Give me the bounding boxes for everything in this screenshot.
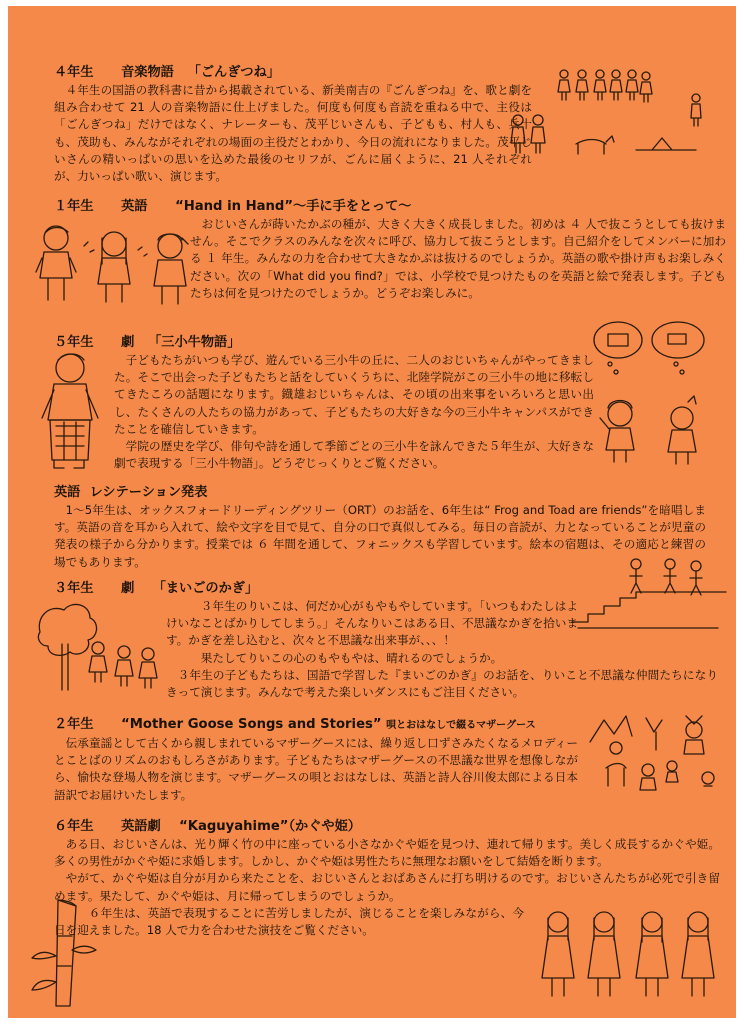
subject-label: 音楽物語 [121, 65, 174, 80]
grade-label: ５年生 [54, 335, 94, 350]
section-body: ３年生のりいこは、何だか心がもやもやしています。「いつもわたしはよけいなことばかりしてしまう。」そんなりいこはある日、不思議なかぎを拾います。かぎを差し込むと、次々と不思議な出来事が、、、！ [166, 599, 578, 648]
section-grade2 [54, 716, 578, 804]
play-title: 「まいごのかぎ」 [152, 581, 259, 596]
grade-label: １年生 [54, 199, 94, 214]
grade-label: ３年生 [54, 581, 94, 596]
subject-label: 劇 [121, 335, 135, 350]
section-title [54, 484, 706, 502]
section-body: ３年生の子どもたちは、国語で学習した『まいごのかぎ』のお話を、りいこと不思議な仲間たちになりきって演じます。みんなで考えた楽しいダンスにもご注目ください。 [166, 667, 718, 700]
three-children-singing-drawing [34, 224, 194, 312]
subject-label: 英語 [121, 199, 148, 214]
section-title [54, 716, 578, 735]
section-body: 学院の歴史を学び、俳句や詩を通して季節ごとの三小牛を詠んできた５年生が、大好きな劇で表現する「三小牛物語」。どうぞじっくりとご覧ください。 [114, 439, 594, 471]
grade-label: ４年生 [54, 65, 94, 80]
subject-label: “Mother Goose Songs and Stories” [121, 717, 382, 732]
play-title: 「三小牛物語」 [148, 335, 241, 350]
children-and-fox-drawing [556, 64, 716, 159]
section-body: ６年生は、英語で表現することに苦労しましたが、演じることを楽しみながら、今日を迎えました。18 人で力を合わせた演技をご覧ください。 [54, 905, 524, 938]
stairs-and-children-drawing [568, 554, 728, 629]
thinking-children-drawing [588, 318, 718, 473]
two-children-drawing [508, 112, 550, 162]
section-body: ４年生の国語の教科書に昔から掲載されている、新美南吉の『ごんぎつね』を、歌と劇を組み合わせて 21 人の音楽物語に仕上げました。何度も何度も音読を重ねる中で、主役は「ごんぎつね」だけではなく、ナレーターも、茂平じいさんも、子どもも、村人も、兵十も、茂助も、みんながそれぞれの場面の主役だとわかり、今日の流れになりました。茂平じいさんの精いっぱいの思いを込めた最後のセリフが、ごんに届くように、21 人それぞれが、力いっぱい歌い、演じます。 [54, 83, 532, 184]
section-body: やがて、かぐや姫は自分が月から来たことを、おじいさんとおばあさんに打ち明けるのです。おじいさんたちが必死で引き留めます。果たして、かぐや姫は、月に帰ってしまうのでしょうか。 [54, 871, 720, 903]
grade-label: ６年生 [54, 819, 94, 834]
mother-goose-characters-drawing [586, 708, 726, 803]
play-title: “Kaguyahime”（かぐや姫） [179, 819, 361, 834]
section-body: ある日、おじいさんは、光り輝く竹の中に座っている小さなかぐや姫を見つけ、連れて帰ります。美しく成長するかぐや姫。多くの男性がかぐや姫に求婚します。しかし、かぐや姫は男性たちに無理なお願いをして結婚を断ります。 [54, 837, 720, 869]
section-body: 伝承童謡として古くから親しまれているマザーグースには、繰り返し口ずさみたくなるメロディーとことばのリズムのおもしろさがあります。子どもたちはマザーグースの不思議な世界を想像しながら、愉快な登場人物を演じます。マザーグースの唄とおはなしは、英語と詩人谷川俊太郎による日本語訳でお届けいたします。 [54, 736, 578, 802]
section-body: 果たしてりいこの心のもやもやは、晴れるのでしょうか。 [200, 650, 503, 665]
play-title: 唄とおはなしで綴るマザーグース [386, 720, 536, 731]
section-body: 子どもたちがいつも学び、遊んでいる三小牛の丘に、二人のおじいちゃんがやってきました。そこで出会った子どもたちと話をしていくうちに、北陸学院がこの三小牛の地に移転してきたころの話題になります。鐡雄おじいちゃんは、その頃の出来事をいろいろと思い出し、たくさんの人たちの協力があって、子どもたちの大好きな今の三小牛キャンパスができたことを確信していきます。 [114, 353, 594, 436]
grandfather-drawing [36, 350, 110, 475]
bamboo-drawing [28, 896, 102, 1012]
section-title [54, 64, 532, 82]
subject-label: 英語劇 [121, 819, 161, 834]
section-body: 1～5年生は、オックスフォードリーディングツリー（ORT）のお話を、6年生は“ Frog and Toad are friends”を暗唱します。英語の音を耳から入れて、絵や文字を目で見て、自分の口で真似してみる。毎日の音読が、力となっていることが児童の発表の様子から分かります。授業では ６ 年間を通して、フォニックスも学習しています。絵本の宿題は、その適応と練習の場でもあります。 [54, 503, 706, 569]
play-title: “Hand in Hand”～手に手をとって～ [175, 199, 412, 214]
grade-label: ２年生 [54, 717, 94, 732]
subject-label: 劇 [121, 581, 135, 596]
section-title [54, 818, 720, 836]
section-title [54, 334, 594, 352]
four-girls-drawing [540, 908, 722, 1008]
tree-and-children-drawing [34, 602, 164, 694]
section-title [54, 198, 726, 216]
grade-label: 英語 [54, 485, 81, 500]
play-title: 「ごんぎつね」 [187, 65, 280, 80]
program-sheet [8, 6, 736, 1018]
section-grade4 [54, 64, 532, 185]
play-title: レシテーション発表 [89, 485, 208, 500]
section-grade5 [54, 334, 594, 472]
section-body: おじいさんが蒔いたかぶの種が、大きく大きく成長しました。初めは ４ 人で抜こうとしても抜けません。そこでクラスのみんなを次々に呼び、協力して抜こうとします。自己紹介をしてメンバーに加わる １ 年生。みんなの力を合わせて大きなかぶは抜けるのでしょうか。英語の歌や掛け声もお楽しみください。次の「What did you find?」では、小学校で見つけたものを英語と絵で発表します。子どもたちは何を見つけたのでしょうか。どうぞお楽しみに。 [190, 217, 726, 300]
